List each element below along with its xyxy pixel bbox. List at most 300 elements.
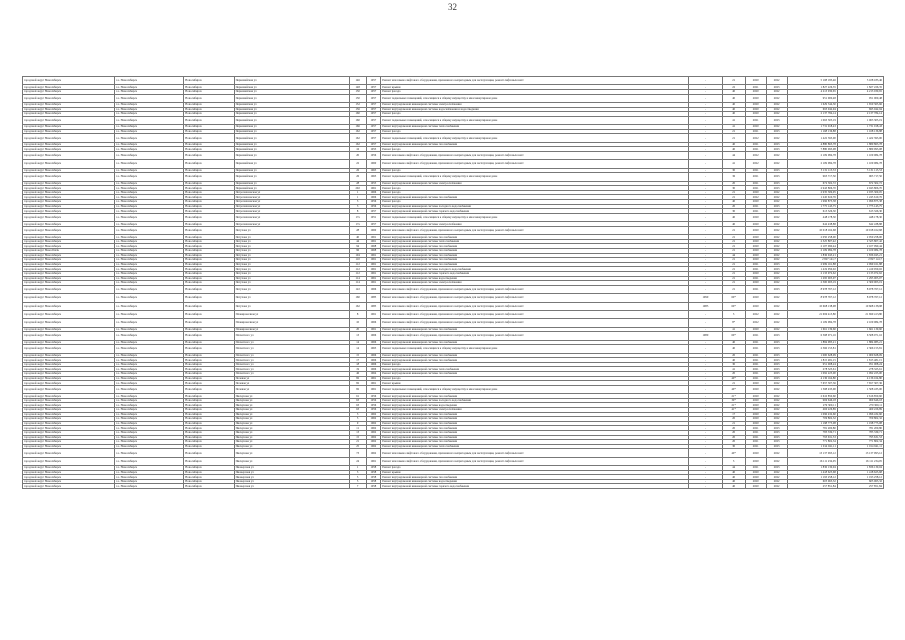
city-cell: г.о. Новосибирск bbox=[115, 253, 184, 258]
town-cell: Новосибирск bbox=[184, 362, 234, 367]
limit-cost-cell: 1 245 610,76 bbox=[837, 195, 883, 200]
street-cell: Пискунова ул bbox=[234, 412, 349, 417]
wear-cell: 21 bbox=[722, 244, 745, 249]
street-cell: Петропавловская ул bbox=[234, 213, 349, 221]
end-year-cell: 2022 bbox=[766, 479, 787, 484]
house-number-cell: 63 bbox=[349, 398, 366, 403]
start-year-cell: 2020 bbox=[745, 327, 766, 332]
limit-cost-cell: 7 657 307,36 bbox=[837, 381, 883, 386]
work-type-cell: Ремонт внутридомовой инженерной системы холодного водоснабжения bbox=[381, 204, 689, 209]
limit-cost-cell: 4 136 164,80 bbox=[837, 376, 883, 381]
build-year-cell: 1957 bbox=[366, 125, 381, 130]
lift-year-cell: - bbox=[689, 267, 723, 272]
city-cell: г.о. Новосибирск bbox=[115, 372, 184, 377]
limit-cost-cell: 1 731 018,43 bbox=[837, 125, 883, 130]
build-year-cell: 1963 bbox=[366, 168, 381, 173]
work-type-cell: Ремонт внутридомовой инженерной системы теплоснабжения bbox=[381, 367, 689, 372]
cost-cell: 1 815 481,15 bbox=[787, 358, 837, 363]
wear-cell: 40 bbox=[722, 147, 745, 152]
town-cell: Новосибирск bbox=[184, 267, 234, 272]
end-year-cell: 2022 bbox=[766, 134, 787, 142]
table-body bbox=[23, 77, 884, 489]
district-cell: городской округ Новосибирск bbox=[23, 470, 115, 475]
table-row bbox=[23, 449, 884, 457]
build-year-cell: 1957 bbox=[366, 134, 381, 142]
wear-cell: 20 bbox=[722, 372, 745, 377]
town-cell: Новосибирск bbox=[184, 209, 234, 214]
lift-year-cell: - bbox=[689, 367, 723, 372]
house-number-cell: 20 bbox=[349, 151, 366, 159]
district-cell: городской округ Новосибирск bbox=[23, 142, 115, 147]
city-cell: г.о. Новосибирск bbox=[115, 294, 184, 302]
wear-cell: 21 bbox=[722, 281, 745, 286]
build-year-cell: 1956 bbox=[366, 403, 381, 408]
cost-cell: 7 657 307,36 bbox=[787, 381, 837, 386]
cost-cell: 2 300 003,19 bbox=[787, 281, 837, 286]
house-number-cell: 5 bbox=[349, 479, 366, 484]
district-cell: городской округ Новосибирск bbox=[23, 319, 115, 327]
start-year-cell: 2020 bbox=[745, 412, 766, 417]
limit-cost-cell: 2 366 153,81 bbox=[837, 345, 883, 353]
wear-cell: 60* bbox=[722, 294, 745, 302]
district-cell: городской округ Новосибирск bbox=[23, 475, 115, 480]
start-year-cell: 2021 bbox=[745, 440, 766, 445]
city-cell: г.о. Новосибирск bbox=[115, 332, 184, 340]
lift-year-cell: - bbox=[689, 94, 723, 102]
cost-cell: 2 325 807,42 bbox=[787, 239, 837, 244]
build-year-cell: 1956 bbox=[366, 398, 381, 403]
end-year-cell: 2023 bbox=[766, 129, 787, 134]
end-year-cell: 2022 bbox=[766, 89, 787, 94]
district-cell: городской округ Новосибирск bbox=[23, 186, 115, 191]
table-row bbox=[23, 213, 884, 221]
end-year-cell: 2023 bbox=[766, 181, 787, 186]
town-cell: Новосибирск bbox=[184, 134, 234, 142]
town-cell: Новосибирск bbox=[184, 222, 234, 227]
city-cell: г.о. Новосибирск bbox=[115, 222, 184, 227]
cost-cell: 1 000 628,09 bbox=[787, 353, 837, 358]
town-cell: Новосибирск bbox=[184, 213, 234, 221]
cost-cell: 13 137 095,12 bbox=[787, 449, 837, 457]
city-cell: г.о. Новосибирск bbox=[115, 204, 184, 209]
build-year-cell: 1966 bbox=[366, 190, 381, 195]
district-cell: городской округ Новосибирск bbox=[23, 190, 115, 195]
start-year-cell: 2020 bbox=[745, 407, 766, 412]
build-year-cell: 1958 bbox=[366, 470, 381, 475]
work-type-cell: Ремонт внутридомовой инженерной системы газоснабжения bbox=[381, 195, 689, 200]
street-cell: Планировочная ул bbox=[234, 319, 349, 327]
work-type-cell: Ремонт крыши bbox=[381, 470, 689, 475]
lift-year-cell: - bbox=[689, 89, 723, 94]
start-year-cell: 2020 bbox=[745, 281, 766, 286]
build-year-cell: 1966 bbox=[366, 319, 381, 327]
limit-cost-cell: 278 325,61 bbox=[837, 367, 883, 372]
work-type-cell: Ремонт внутридомовой инженерной системы газоснабжения bbox=[381, 248, 689, 253]
house-number-cell: 18 bbox=[349, 362, 366, 367]
town-cell: Новосибирск bbox=[184, 107, 234, 112]
build-year-cell: 1963 bbox=[366, 173, 381, 181]
town-cell: Новосибирск bbox=[184, 239, 234, 244]
district-cell: городской округ Новосибирск bbox=[23, 457, 115, 465]
work-type-cell: Ремонт фасада bbox=[381, 112, 689, 117]
cost-cell: 951 008,24 bbox=[787, 362, 837, 367]
cost-cell: 1 092 225,00 bbox=[787, 372, 837, 377]
district-cell: городской округ Новосибирск bbox=[23, 372, 115, 377]
street-cell: Первомайская ул bbox=[234, 142, 349, 147]
house-number-cell: 63 bbox=[349, 403, 366, 408]
work-type-cell: Ремонт или замена лифтового оборудования, признанного непригодным для эксплуатации, ремонт лифтовых шахт bbox=[381, 449, 689, 457]
work-type-cell: Ремонт фасада bbox=[381, 200, 689, 205]
start-year-cell: 2021 bbox=[745, 181, 766, 186]
lift-year-cell: - bbox=[689, 372, 723, 377]
start-year-cell: 2021 bbox=[745, 353, 766, 358]
house-number-cell: 122 bbox=[349, 285, 366, 293]
street-cell: Плахотного ул bbox=[234, 353, 349, 358]
town-cell: Новосибирск bbox=[184, 294, 234, 302]
limit-cost-cell: 2 616 850,60 bbox=[837, 394, 883, 399]
start-year-cell: 2021 bbox=[745, 358, 766, 363]
lift-year-cell: - bbox=[689, 479, 723, 484]
cost-cell: 2 943 806,70 bbox=[787, 186, 837, 191]
wear-cell: 21 bbox=[722, 262, 745, 267]
table-row bbox=[23, 484, 884, 489]
town-cell: Новосибирск bbox=[184, 258, 234, 263]
cost-cell: 1 193 258,12 bbox=[787, 475, 837, 480]
town-cell: Новосибирск bbox=[184, 116, 234, 124]
wear-cell: 41 bbox=[722, 160, 745, 168]
build-year-cell: 1968 bbox=[366, 244, 381, 249]
work-type-cell: Ремонт крыши bbox=[381, 381, 689, 386]
house-number-cell: 114 bbox=[349, 281, 366, 286]
wear-cell: 30* bbox=[722, 398, 745, 403]
work-type-cell: Ремонт или замена лифтового оборудования, признанного непригодным для эксплуатации, ремонт лифтовых шахт bbox=[381, 302, 689, 310]
district-cell: городской округ Новосибирск bbox=[23, 226, 115, 234]
wear-cell: 44 bbox=[722, 466, 745, 471]
start-year-cell: 2020 bbox=[745, 253, 766, 258]
district-cell: городской округ Новосибирск bbox=[23, 430, 115, 435]
cost-cell: 1 629 344,30 bbox=[787, 102, 837, 107]
street-cell: Пискунова ул bbox=[234, 407, 349, 412]
limit-cost-cell: 613 326,30 bbox=[837, 209, 883, 214]
district-cell: городской округ Новосибирск bbox=[23, 235, 115, 240]
lift-year-cell: - bbox=[689, 440, 723, 445]
house-number-cell: 162 bbox=[349, 302, 366, 310]
table-row bbox=[23, 77, 884, 85]
city-cell: г.о. Новосибирск bbox=[115, 412, 184, 417]
lift-year-cell: - bbox=[689, 181, 723, 186]
lift-year-cell: - bbox=[689, 168, 723, 173]
work-type-cell: Ремонт внутридомовой инженерной системы газоснабжения bbox=[381, 340, 689, 345]
city-cell: г.о. Новосибирск bbox=[115, 327, 184, 332]
work-type-cell: Ремонт подвальных помещений, относящихся к общему имуществу в многоквартирном доме bbox=[381, 173, 689, 181]
build-year-cell: 1961 bbox=[366, 253, 381, 258]
end-year-cell: 2023 bbox=[766, 267, 787, 272]
limit-cost-cell: 1 815 481,15 bbox=[837, 358, 883, 363]
build-year-cell: 1966 bbox=[366, 358, 381, 363]
build-year-cell: 1957 bbox=[366, 107, 381, 112]
lift-year-cell: - bbox=[689, 407, 723, 412]
wear-cell: 21 bbox=[722, 134, 745, 142]
house-number-cell: 202 bbox=[349, 186, 366, 191]
work-type-cell: Ремонт подвальных помещений, относящихся к общему имуществу в многоквартирном доме bbox=[381, 94, 689, 102]
town-cell: Новосибирск bbox=[184, 385, 234, 393]
city-cell: г.о. Новосибирск bbox=[115, 226, 184, 234]
end-year-cell: 2022 bbox=[766, 151, 787, 159]
lift-year-cell: - bbox=[689, 345, 723, 353]
town-cell: Новосибирск bbox=[184, 412, 234, 417]
district-cell: городской округ Новосibirsk bbox=[23, 248, 115, 253]
house-number-cell: 73 bbox=[349, 449, 366, 457]
city-cell: г.о. Новосибирск bbox=[115, 129, 184, 134]
street-cell: Планировочная ул bbox=[234, 310, 349, 318]
cost-cell: 1 422 393,00 bbox=[787, 134, 837, 142]
wear-cell: 21 bbox=[722, 421, 745, 426]
district-cell: городской округ Новосибирск bbox=[23, 479, 115, 484]
build-year-cell: 1961 bbox=[366, 276, 381, 281]
work-type-cell: Ремонт внутридомовой инженерной системы газоснабжения bbox=[381, 421, 689, 426]
end-year-cell: 2022 bbox=[766, 457, 787, 465]
lift-year-cell: - bbox=[689, 475, 723, 480]
town-cell: Новосибирск bbox=[184, 470, 234, 475]
wear-cell: 21 bbox=[722, 190, 745, 195]
wear-cell: 40 bbox=[722, 213, 745, 221]
town-cell: Новосибирск bbox=[184, 381, 234, 386]
start-year-cell: 2021 bbox=[745, 376, 766, 381]
wear-cell: 3 bbox=[722, 457, 745, 465]
end-year-cell: 2023 bbox=[766, 285, 787, 293]
table-row bbox=[23, 151, 884, 159]
work-type-cell: Ремонт внутридомовой инженерной системы электроснабжения bbox=[381, 407, 689, 412]
street-cell: Первомайская ул bbox=[234, 129, 349, 134]
limit-cost-cell: 1 418 625,68 bbox=[837, 470, 883, 475]
limit-cost-cell: 16 111 234,05 bbox=[837, 457, 883, 465]
cost-cell: 795 631,53 bbox=[787, 435, 837, 440]
work-type-cell: Ремонт или замена лифтового оборудования, признанного непригодным для эксплуатации, ремонт лифтовых шахт bbox=[381, 77, 689, 85]
build-year-cell: 1966 bbox=[366, 195, 381, 200]
cost-cell: 709 802,32 bbox=[787, 417, 837, 422]
build-year-cell: 1962 bbox=[366, 412, 381, 417]
build-year-cell: 1962 bbox=[366, 449, 381, 457]
cost-cell: 16 111 234,05 bbox=[787, 457, 837, 465]
street-cell: Первомайская ул bbox=[234, 94, 349, 102]
cost-cell: 1 198 775,08 bbox=[787, 421, 837, 426]
limit-cost-cell: 672 302,72 bbox=[837, 181, 883, 186]
street-cell: Первомайская ул bbox=[234, 112, 349, 117]
city-cell: г.о. Новосибирск bbox=[115, 470, 184, 475]
start-year-cell: 2020 bbox=[745, 449, 766, 457]
lift-year-cell: - bbox=[689, 142, 723, 147]
lift-year-cell: - bbox=[689, 209, 723, 214]
street-cell: Петухова ул bbox=[234, 267, 349, 272]
cost-cell: 2 109 084,78 bbox=[787, 160, 837, 168]
end-year-cell: 2022 bbox=[766, 195, 787, 200]
limit-cost-cell: 2 325 807,42 bbox=[837, 239, 883, 244]
limit-cost-cell: 795 631,53 bbox=[837, 435, 883, 440]
house-number-cell: 24 bbox=[349, 457, 366, 465]
lift-year-cell: - bbox=[689, 107, 723, 112]
limit-cost-cell: 460 226,89 bbox=[837, 407, 883, 412]
limit-cost-cell: 2 827 141,7 bbox=[837, 258, 883, 263]
lift-year-cell: - bbox=[689, 125, 723, 130]
district-cell: городской округ Новосибирск bbox=[23, 116, 115, 124]
cost-cell: 257 851,84 bbox=[787, 484, 837, 489]
street-cell: Пискунова ул bbox=[234, 426, 349, 431]
work-type-cell: Ремонт внутридомовой инженерной системы электроснабжения bbox=[381, 281, 689, 286]
town-cell: Новосибирск bbox=[184, 129, 234, 134]
city-cell: г.о. Новосибирск bbox=[115, 271, 184, 276]
build-year-cell: 1957 bbox=[366, 89, 381, 94]
city-cell: г.о. Новосибирск bbox=[115, 235, 184, 240]
table-row bbox=[23, 116, 884, 124]
work-type-cell: Ремонт внутридомовой инженерной системы электроснабжения bbox=[381, 222, 689, 227]
limit-cost-cell: 785 339,71 bbox=[837, 430, 883, 435]
lift-year-cell: - bbox=[689, 362, 723, 367]
end-year-cell: 2022 bbox=[766, 94, 787, 102]
build-year-cell: 1985 bbox=[366, 294, 381, 302]
work-type-cell: Ремонт или замена лифтового оборудования, признанного непригодным для эксплуатации, ремонт лифтовых шахт bbox=[381, 151, 689, 159]
cost-cell: 10 668 138,98 bbox=[787, 302, 837, 310]
cost-cell: 605 063,32 bbox=[787, 479, 837, 484]
cost-cell: 278 325,61 bbox=[787, 367, 837, 372]
build-year-cell: 1961 bbox=[366, 376, 381, 381]
town-cell: Новосибирск bbox=[184, 372, 234, 377]
city-cell: г.о. Новосибирск bbox=[115, 449, 184, 457]
street-cell: Плахотного ул bbox=[234, 372, 349, 377]
town-cell: Новосибирск bbox=[184, 358, 234, 363]
district-cell: городской округ Новосибирск bbox=[23, 367, 115, 372]
limit-cost-cell: 1 014 941,11 bbox=[837, 444, 883, 449]
house-number-cell: 44 bbox=[349, 239, 366, 244]
house-number-cell: 11 bbox=[349, 426, 366, 431]
limit-cost-cell: 965 717,50 bbox=[837, 173, 883, 181]
house-number-cell: 46 bbox=[349, 372, 366, 377]
start-year-cell: 2020 bbox=[745, 125, 766, 130]
start-year-cell: 2020 bbox=[745, 475, 766, 480]
start-year-cell: 2020 bbox=[745, 102, 766, 107]
cost-cell: 672 302,72 bbox=[787, 181, 837, 186]
lift-year-cell: - bbox=[689, 466, 723, 471]
work-type-cell: Ремонт внутридомовой инженерной системы газоснабжения bbox=[381, 417, 689, 422]
town-cell: Новосибирск bbox=[184, 444, 234, 449]
town-cell: Новосибирск bbox=[184, 417, 234, 422]
street-cell: Петухова ул bbox=[234, 262, 349, 267]
house-number-cell: 112 bbox=[349, 262, 366, 267]
end-year-cell: 2022 bbox=[766, 239, 787, 244]
house-number-cell: 110 bbox=[349, 258, 366, 263]
house-number-cell: 96 bbox=[349, 248, 366, 253]
city-cell: г.о. Новосибирск bbox=[115, 426, 184, 431]
street-cell: Петухова ул bbox=[234, 239, 349, 244]
work-type-cell: Ремонт внутридомовой инженерной системы газоснабжения bbox=[381, 440, 689, 445]
limit-cost-cell: 2 107 090,44 bbox=[837, 244, 883, 249]
city-cell: г.о. Новосибирск bbox=[115, 407, 184, 412]
work-type-cell: Ремонт фасада bbox=[381, 89, 689, 94]
start-year-cell: 2021 bbox=[745, 168, 766, 173]
cost-cell: 2 109 084,78 bbox=[787, 151, 837, 159]
lift-year-cell: - bbox=[689, 358, 723, 363]
wear-cell: 40 bbox=[722, 345, 745, 353]
town-cell: Новосибирск bbox=[184, 340, 234, 345]
district-cell: городской округ Новосибирск bbox=[23, 102, 115, 107]
street-cell: Полевая ул bbox=[234, 381, 349, 386]
wear-cell: 3 bbox=[722, 310, 745, 318]
start-year-cell: 2020 bbox=[745, 417, 766, 422]
end-year-cell: 2022 bbox=[766, 394, 787, 399]
city-cell: г.о. Новосибирск bbox=[115, 385, 184, 393]
district-cell: городской округ Новосибирск bbox=[23, 362, 115, 367]
town-cell: Новосибирск bbox=[184, 440, 234, 445]
house-number-cell: 3 bbox=[349, 412, 366, 417]
start-year-cell: 2020 bbox=[745, 190, 766, 195]
wear-cell: 40 bbox=[722, 470, 745, 475]
wear-cell: 21 bbox=[722, 129, 745, 134]
wear-cell: 20 bbox=[722, 435, 745, 440]
limit-cost-cell: 448 178,30 bbox=[837, 213, 883, 221]
start-year-cell: 2021 bbox=[745, 367, 766, 372]
work-type-cell: Ремонт внутридомовой инженерной системы водоснабжения и водоотведения bbox=[381, 107, 689, 112]
district-cell: городской округ Новосибирск bbox=[23, 444, 115, 449]
city-cell: г.о. Новосибирск bbox=[115, 267, 184, 272]
house-number-cell: 150 bbox=[349, 94, 366, 102]
district-cell: городской округ Новосибирск bbox=[23, 213, 115, 221]
work-type-cell: Ремонт фасада bbox=[381, 376, 689, 381]
district-cell: городской округ Новосибирск bbox=[23, 385, 115, 393]
end-year-cell: 2022 bbox=[766, 281, 787, 286]
wear-cell: 21 bbox=[722, 258, 745, 263]
end-year-cell: 2022 bbox=[766, 319, 787, 327]
wear-cell: 30 bbox=[722, 209, 745, 214]
build-year-cell: 1962 bbox=[366, 417, 381, 422]
house-number-cell: 14 bbox=[349, 345, 366, 353]
cost-cell: 2 827 141,7 bbox=[787, 258, 837, 263]
town-cell: Новосибирск bbox=[184, 85, 234, 90]
city-cell: г.о. Новосибирск bbox=[115, 89, 184, 94]
end-year-cell: 2022 bbox=[766, 244, 787, 249]
start-year-cell: 2020 bbox=[745, 248, 766, 253]
lift-year-cell: - bbox=[689, 244, 723, 249]
city-cell: г.о. Новосибирск bbox=[115, 319, 184, 327]
cost-cell: 6 508 071,16 bbox=[787, 332, 837, 340]
limit-cost-cell: 10 668 138,98 bbox=[837, 302, 883, 310]
lift-year-cell: - bbox=[689, 253, 723, 258]
lift-year-cell: - bbox=[689, 276, 723, 281]
limit-cost-cell: 1 775 143,75 bbox=[837, 204, 883, 209]
street-cell: Петухова ул bbox=[234, 276, 349, 281]
work-type-cell: Ремонт или замена лифтового оборудования, признанного непригодным для эксплуатации, ремонт лифтовых шахт bbox=[381, 285, 689, 293]
limit-cost-cell: 605 063,32 bbox=[837, 479, 883, 484]
end-year-cell: 2023 bbox=[766, 147, 787, 152]
house-number-cell: 162 bbox=[349, 129, 366, 134]
street-cell: Планировочная ул bbox=[234, 327, 349, 332]
limit-cost-cell: 1 996 875,38 bbox=[837, 200, 883, 205]
end-year-cell: 2023 bbox=[766, 186, 787, 191]
town-cell: Новосибирск bbox=[184, 102, 234, 107]
city-cell: г.о. Новосибирск bbox=[115, 147, 184, 152]
start-year-cell: 2020 bbox=[745, 479, 766, 484]
start-year-cell: 2020 bbox=[745, 271, 766, 276]
house-number-cell: 8 bbox=[349, 209, 366, 214]
work-type-cell: Ремонт внутридомовой инженерной системы газоснабжения bbox=[381, 358, 689, 363]
street-cell: Первомайская ул bbox=[234, 147, 349, 152]
city-cell: г.о. Новосибирск bbox=[115, 440, 184, 445]
lift-year-cell: - bbox=[689, 239, 723, 244]
table-row bbox=[23, 332, 884, 340]
street-cell: Петухова ул bbox=[234, 226, 349, 234]
house-number-cell: 10 bbox=[349, 319, 366, 327]
build-year-cell: 1956 bbox=[366, 204, 381, 209]
street-cell: Петухова ул bbox=[234, 281, 349, 286]
cost-cell: 2 109 084,78 bbox=[787, 248, 837, 253]
